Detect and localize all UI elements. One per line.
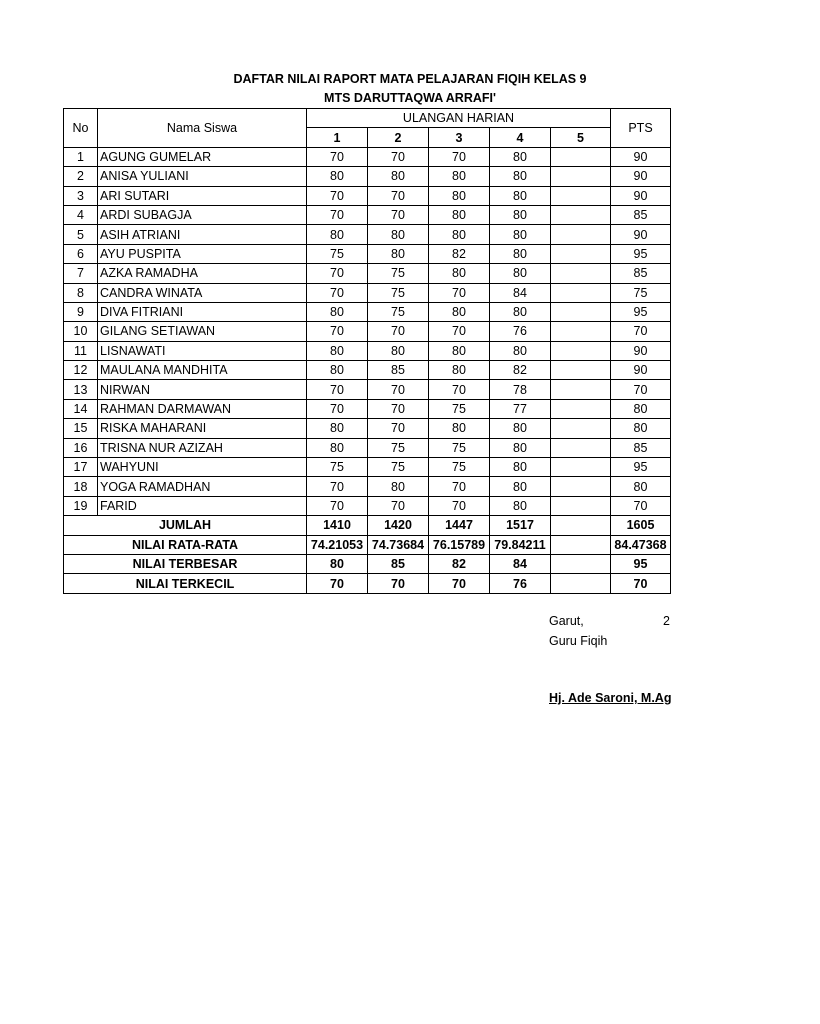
summary-uh-3: 76.15789: [429, 535, 490, 554]
score-uh-1: 70: [307, 147, 368, 166]
student-name: CANDRA WINATA: [98, 283, 307, 302]
score-uh-1: 80: [307, 225, 368, 244]
student-name: FARID: [98, 496, 307, 515]
score-uh-3: 80: [429, 186, 490, 205]
table-row: [64, 225, 671, 244]
summary-uh-5: [551, 554, 611, 573]
score-uh-4: 80: [490, 477, 551, 496]
summary-row: [64, 574, 671, 593]
summary-uh-1: 70: [307, 574, 368, 593]
signature-place: Garut,: [549, 614, 584, 628]
student-name: ASIH ATRIANI: [98, 225, 307, 244]
score-uh-1: 70: [307, 496, 368, 515]
student-no: 1: [64, 147, 98, 166]
grades-table: [63, 108, 671, 594]
score-pts: 90: [611, 341, 671, 360]
table-row: [64, 283, 671, 302]
score-uh-5: [551, 438, 611, 457]
score-uh-1: 75: [307, 244, 368, 263]
student-name: GILANG SETIAWAN: [98, 322, 307, 341]
student-no: 5: [64, 225, 98, 244]
table-row: [64, 302, 671, 321]
score-uh-5: [551, 361, 611, 380]
score-uh-3: 70: [429, 322, 490, 341]
summary-uh-2: 74.73684: [368, 535, 429, 554]
score-uh-5: [551, 283, 611, 302]
score-pts: 90: [611, 167, 671, 186]
score-uh-4: 80: [490, 167, 551, 186]
table-row: [64, 419, 671, 438]
score-uh-2: 80: [368, 244, 429, 263]
score-uh-1: 70: [307, 477, 368, 496]
header-no: No: [64, 109, 98, 148]
score-uh-4: 78: [490, 380, 551, 399]
score-uh-5: [551, 496, 611, 515]
score-uh-5: [551, 225, 611, 244]
table-row: [64, 264, 671, 283]
score-uh-3: 75: [429, 458, 490, 477]
student-no: 4: [64, 205, 98, 224]
score-uh-5: [551, 244, 611, 263]
summary-uh-1: 74.21053: [307, 535, 368, 554]
score-uh-2: 80: [368, 341, 429, 360]
student-name: ARI SUTARI: [98, 186, 307, 205]
score-uh-5: [551, 458, 611, 477]
score-uh-5: [551, 167, 611, 186]
table-row: [64, 399, 671, 418]
score-uh-4: 80: [490, 419, 551, 438]
student-no: 9: [64, 302, 98, 321]
header-row: [64, 109, 671, 128]
table-row: [64, 380, 671, 399]
score-uh-3: 70: [429, 147, 490, 166]
header-uh-5: 5: [551, 128, 611, 147]
score-uh-5: [551, 186, 611, 205]
score-uh-2: 75: [368, 302, 429, 321]
score-uh-1: 80: [307, 341, 368, 360]
header-uh-3: 3: [429, 128, 490, 147]
score-uh-2: 70: [368, 322, 429, 341]
score-uh-1: 70: [307, 380, 368, 399]
signature-role: Guru Fiqih: [549, 634, 608, 648]
score-uh-1: 80: [307, 438, 368, 457]
summary-pts: 95: [611, 554, 671, 573]
score-uh-5: [551, 147, 611, 166]
score-uh-4: 84: [490, 283, 551, 302]
score-uh-5: [551, 477, 611, 496]
summary-uh-2: 85: [368, 554, 429, 573]
score-uh-5: [551, 419, 611, 438]
summary-label: NILAI TERKECIL: [64, 574, 307, 593]
score-uh-1: 80: [307, 419, 368, 438]
score-uh-3: 75: [429, 399, 490, 418]
score-uh-5: [551, 380, 611, 399]
header-uh-1: 1: [307, 128, 368, 147]
score-uh-5: [551, 341, 611, 360]
score-uh-5: [551, 322, 611, 341]
score-uh-5: [551, 399, 611, 418]
table-row: [64, 186, 671, 205]
score-pts: 70: [611, 322, 671, 341]
student-no: 12: [64, 361, 98, 380]
score-uh-1: 70: [307, 283, 368, 302]
score-uh-2: 80: [368, 477, 429, 496]
score-uh-4: 80: [490, 186, 551, 205]
score-pts: 85: [611, 205, 671, 224]
student-no: 2: [64, 167, 98, 186]
student-no: 14: [64, 399, 98, 418]
score-uh-2: 75: [368, 438, 429, 457]
score-pts: 80: [611, 399, 671, 418]
score-uh-2: 70: [368, 380, 429, 399]
score-uh-2: 75: [368, 283, 429, 302]
score-uh-3: 70: [429, 380, 490, 399]
score-uh-2: 70: [368, 186, 429, 205]
header-name: Nama Siswa: [98, 109, 307, 148]
summary-uh-2: 1420: [368, 516, 429, 535]
summary-label: NILAI TERBESAR: [64, 554, 307, 573]
score-uh-3: 80: [429, 341, 490, 360]
table-row: [64, 458, 671, 477]
score-pts: 95: [611, 244, 671, 263]
score-uh-1: 75: [307, 458, 368, 477]
summary-uh-3: 1447: [429, 516, 490, 535]
student-no: 7: [64, 264, 98, 283]
summary-uh-1: 1410: [307, 516, 368, 535]
score-uh-1: 70: [307, 205, 368, 224]
student-no: 15: [64, 419, 98, 438]
score-uh-4: 80: [490, 244, 551, 263]
score-uh-3: 82: [429, 244, 490, 263]
student-no: 16: [64, 438, 98, 457]
signature-date: 2: [663, 614, 670, 628]
summary-row: [64, 516, 671, 535]
score-uh-2: 75: [368, 264, 429, 283]
table-row: [64, 341, 671, 360]
summary-uh-5: [551, 574, 611, 593]
score-uh-4: 80: [490, 438, 551, 457]
student-no: 18: [64, 477, 98, 496]
summary-pts: 1605: [611, 516, 671, 535]
score-uh-2: 70: [368, 205, 429, 224]
score-uh-3: 70: [429, 283, 490, 302]
summary-label: JUMLAH: [64, 516, 307, 535]
table-row: [64, 147, 671, 166]
summary-uh-4: 79.84211: [490, 535, 551, 554]
score-uh-1: 80: [307, 361, 368, 380]
student-no: 8: [64, 283, 98, 302]
student-no: 6: [64, 244, 98, 263]
score-uh-3: 80: [429, 225, 490, 244]
score-uh-2: 70: [368, 399, 429, 418]
student-name: AZKA RAMADHA: [98, 264, 307, 283]
summary-uh-4: 76: [490, 574, 551, 593]
score-uh-2: 80: [368, 225, 429, 244]
school-name: MTS DARUTTAQWA ARRAFI': [324, 91, 496, 105]
score-uh-2: 75: [368, 458, 429, 477]
score-uh-4: 80: [490, 225, 551, 244]
summary-uh-1: 80: [307, 554, 368, 573]
score-uh-5: [551, 302, 611, 321]
student-name: AYU PUSPITA: [98, 244, 307, 263]
summary-label: NILAI RATA-RATA: [64, 535, 307, 554]
score-pts: 95: [611, 302, 671, 321]
score-uh-5: [551, 264, 611, 283]
score-uh-1: 70: [307, 399, 368, 418]
student-name: ARDI SUBAGJA: [98, 205, 307, 224]
score-uh-3: 75: [429, 438, 490, 457]
student-name: DIVA FITRIANI: [98, 302, 307, 321]
summary-row: [64, 554, 671, 573]
table-row: [64, 167, 671, 186]
score-uh-4: 80: [490, 205, 551, 224]
student-name: WAHYUNI: [98, 458, 307, 477]
header-ulangan-harian: ULANGAN HARIAN: [307, 109, 611, 128]
score-pts: 90: [611, 186, 671, 205]
summary-uh-3: 82: [429, 554, 490, 573]
summary-uh-5: [551, 516, 611, 535]
summary-uh-5: [551, 535, 611, 554]
score-uh-4: 80: [490, 302, 551, 321]
student-no: 19: [64, 496, 98, 515]
student-no: 17: [64, 458, 98, 477]
teacher-name: Hj. Ade Saroni, M.Ag: [549, 691, 672, 705]
score-uh-1: 70: [307, 264, 368, 283]
score-uh-2: 80: [368, 167, 429, 186]
summary-uh-4: 84: [490, 554, 551, 573]
score-uh-4: 82: [490, 361, 551, 380]
score-pts: 75: [611, 283, 671, 302]
summary-row: [64, 535, 671, 554]
score-uh-3: 80: [429, 205, 490, 224]
student-name: RISKA MAHARANI: [98, 419, 307, 438]
header-pts: PTS: [611, 109, 671, 148]
document-title: DAFTAR NILAI RAPORT MATA PELAJARAN FIQIH KELAS 9: [233, 72, 587, 86]
score-uh-2: 70: [368, 419, 429, 438]
student-name: MAULANA MANDHITA: [98, 361, 307, 380]
student-name: RAHMAN DARMAWAN: [98, 399, 307, 418]
score-uh-1: 80: [307, 167, 368, 186]
student-no: 3: [64, 186, 98, 205]
score-uh-1: 70: [307, 186, 368, 205]
score-uh-3: 80: [429, 302, 490, 321]
table-row: [64, 438, 671, 457]
score-uh-4: 80: [490, 341, 551, 360]
header-uh-4: 4: [490, 128, 551, 147]
table-row: [64, 244, 671, 263]
score-pts: 95: [611, 458, 671, 477]
score-pts: 90: [611, 361, 671, 380]
student-no: 10: [64, 322, 98, 341]
summary-uh-2: 70: [368, 574, 429, 593]
score-uh-1: 70: [307, 322, 368, 341]
score-pts: 90: [611, 147, 671, 166]
table-row: [64, 496, 671, 515]
student-name: NIRWAN: [98, 380, 307, 399]
score-pts: 90: [611, 225, 671, 244]
student-no: 11: [64, 341, 98, 360]
score-uh-3: 80: [429, 361, 490, 380]
table-body: [64, 147, 671, 593]
score-uh-4: 80: [490, 458, 551, 477]
student-name: ANISA YULIANI: [98, 167, 307, 186]
score-uh-1: 80: [307, 302, 368, 321]
student-name: AGUNG GUMELAR: [98, 147, 307, 166]
score-uh-3: 80: [429, 264, 490, 283]
summary-uh-3: 70: [429, 574, 490, 593]
student-name: TRISNA NUR AZIZAH: [98, 438, 307, 457]
score-uh-4: 77: [490, 399, 551, 418]
score-uh-3: 80: [429, 167, 490, 186]
score-uh-3: 70: [429, 477, 490, 496]
table-row: [64, 361, 671, 380]
table-row: [64, 477, 671, 496]
student-name: LISNAWATI: [98, 341, 307, 360]
score-uh-3: 80: [429, 419, 490, 438]
score-pts: 70: [611, 380, 671, 399]
student-name: YOGA RAMADHAN: [98, 477, 307, 496]
score-uh-4: 76: [490, 322, 551, 341]
score-uh-3: 70: [429, 496, 490, 515]
score-uh-4: 80: [490, 496, 551, 515]
score-uh-4: 80: [490, 147, 551, 166]
score-uh-4: 80: [490, 264, 551, 283]
score-pts: 85: [611, 264, 671, 283]
score-pts: 85: [611, 438, 671, 457]
summary-pts: 70: [611, 574, 671, 593]
score-uh-2: 70: [368, 496, 429, 515]
summary-uh-4: 1517: [490, 516, 551, 535]
table-row: [64, 322, 671, 341]
score-pts: 80: [611, 477, 671, 496]
score-uh-2: 85: [368, 361, 429, 380]
header-uh-2: 2: [368, 128, 429, 147]
student-no: 13: [64, 380, 98, 399]
score-pts: 80: [611, 419, 671, 438]
summary-pts: 84.47368: [611, 535, 671, 554]
score-uh-2: 70: [368, 147, 429, 166]
score-uh-5: [551, 205, 611, 224]
score-pts: 70: [611, 496, 671, 515]
table-row: [64, 205, 671, 224]
